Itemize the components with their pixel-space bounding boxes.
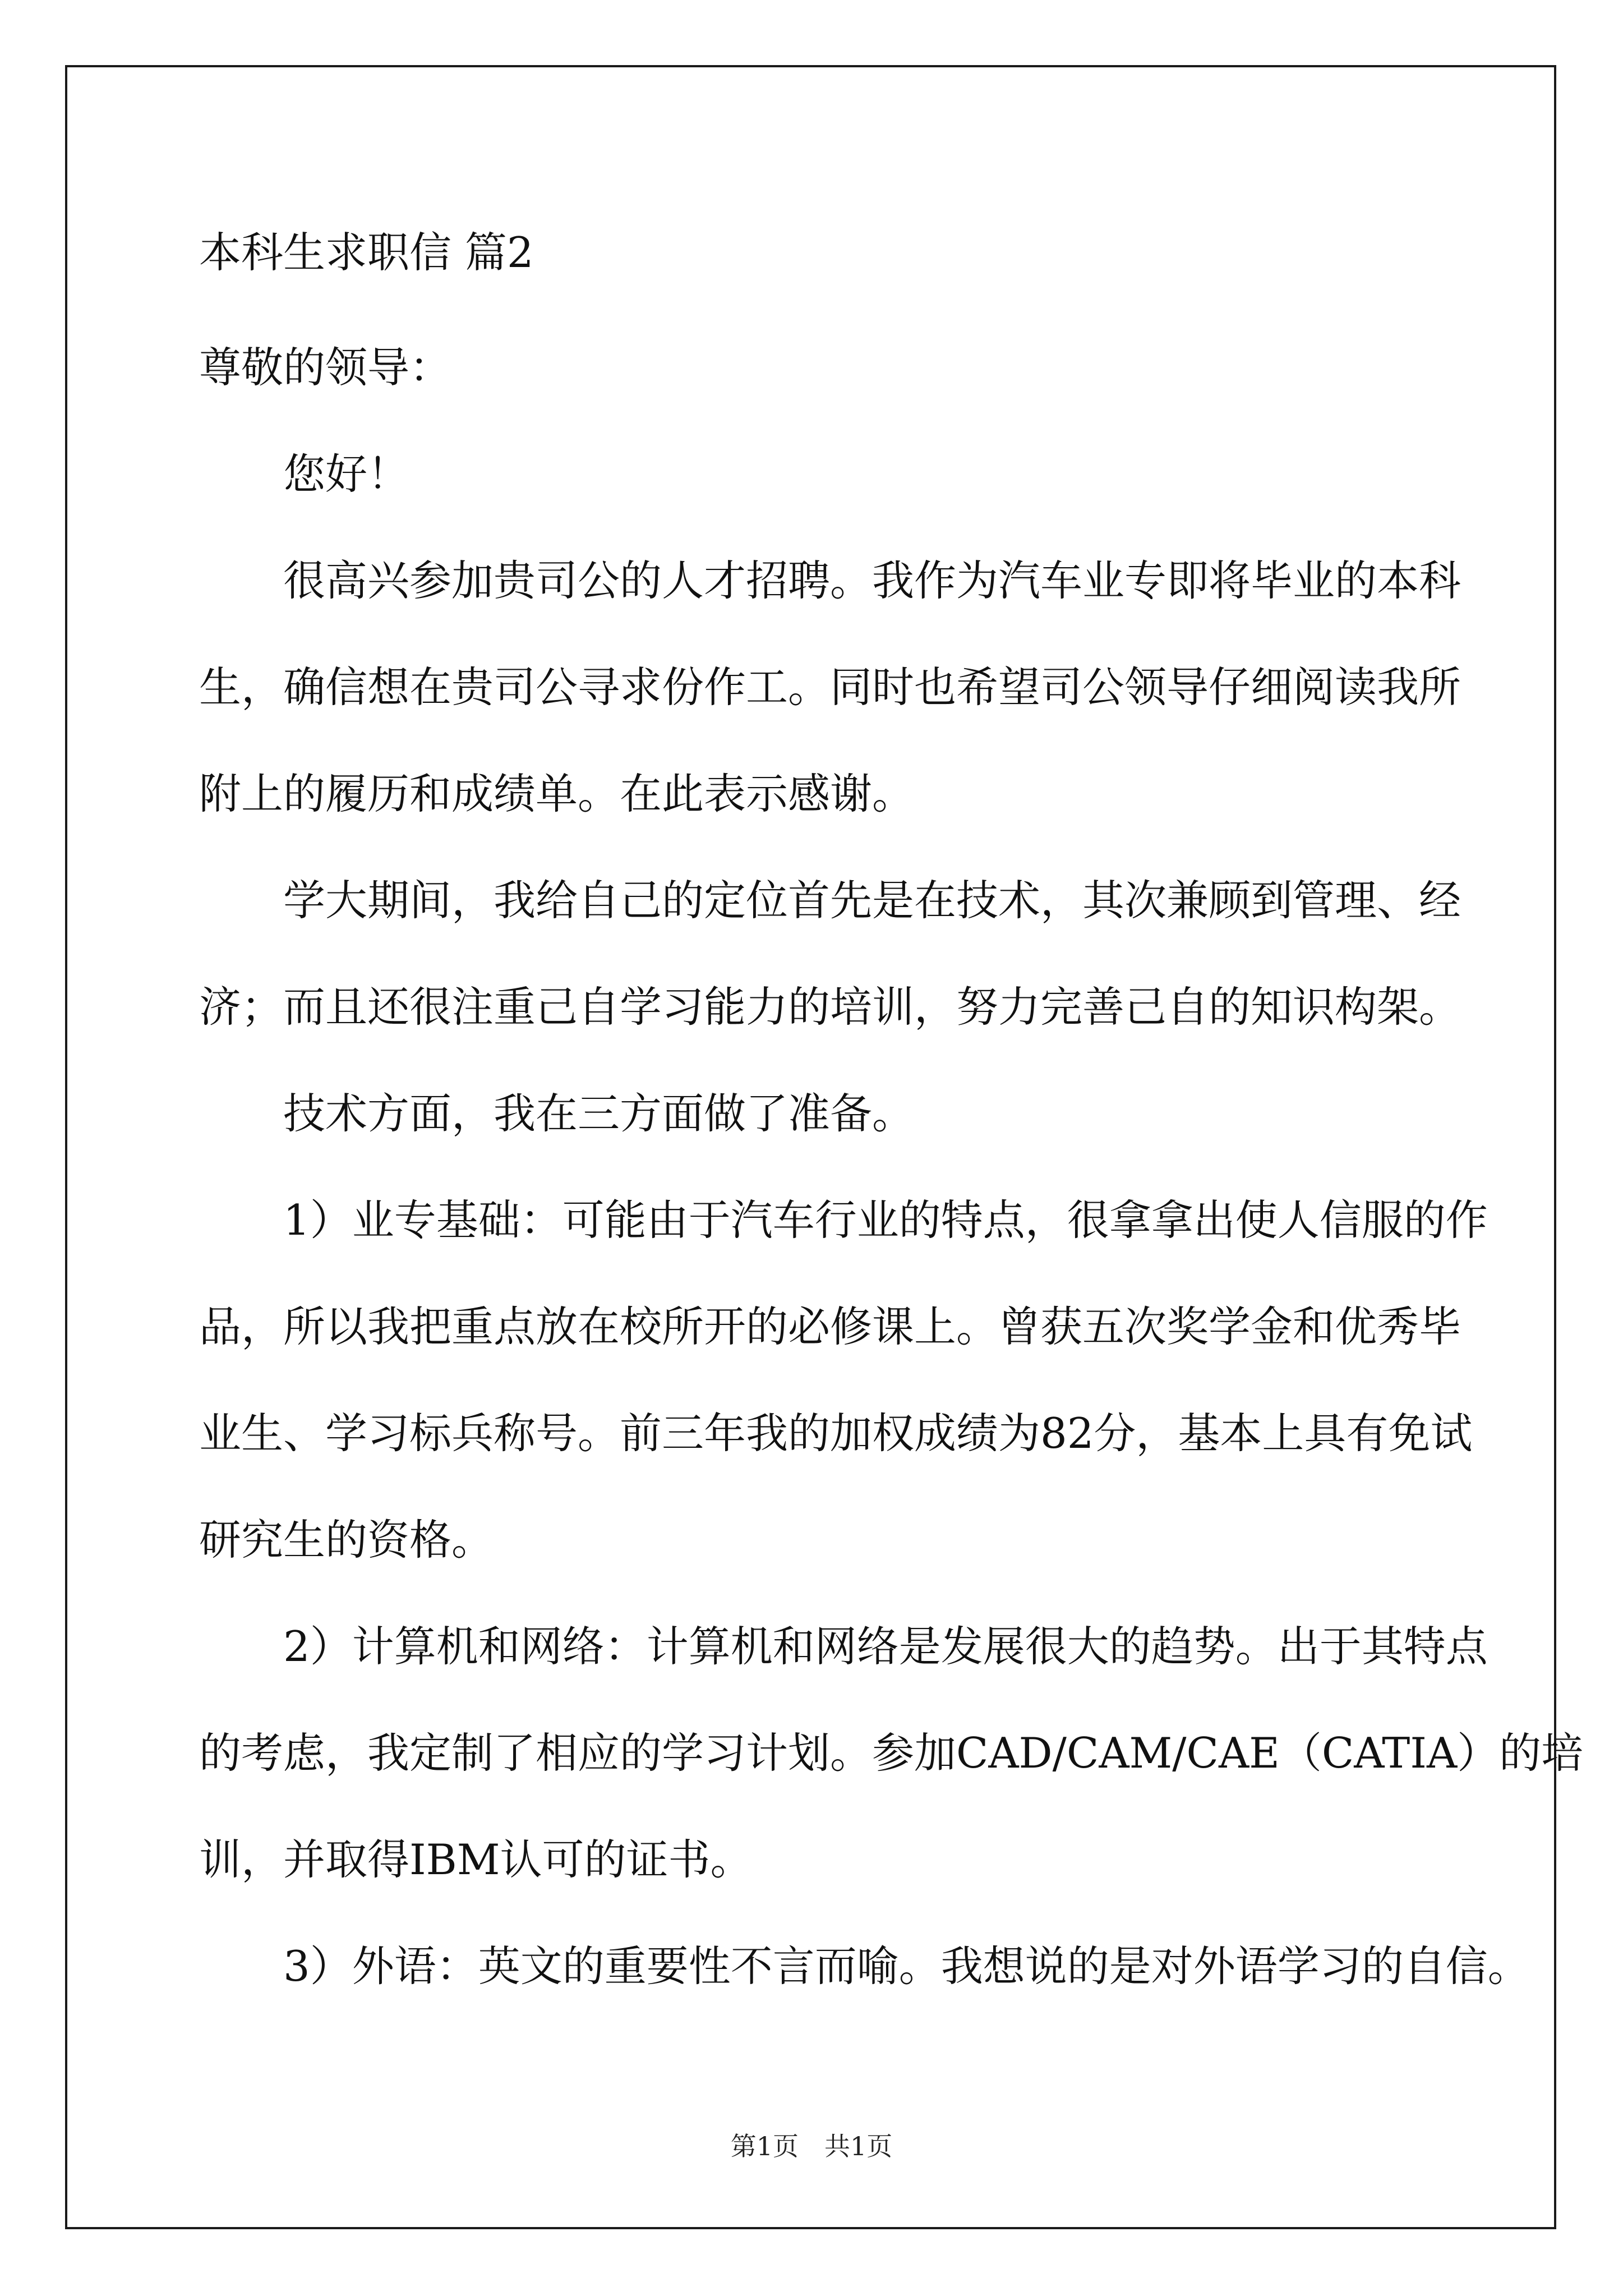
paragraph-line: 学大期间，我给自己的定位首先是在技术，其次兼顾到管理、经 <box>283 876 1461 925</box>
salutation: 尊敬的领导： <box>199 343 452 392</box>
page-footer: 第1页 共1页 <box>730 2131 893 2161</box>
paragraph-line: 研究生的资格。 <box>199 1515 494 1565</box>
paragraph-line: 2）计算机和网络：计算机和网络是发展很大的趋势。出于其特点 <box>283 1622 1488 1671</box>
paragraph-line: 生，确信想在贵司公寻求份作工。同时也希望司公领导仔细阅读我所 <box>199 662 1461 712</box>
paragraph-line: 的考虑，我定制了相应的学习计划。参加CAD/CAM/CAE（CATIA）的培 <box>199 1728 1584 1778</box>
paragraph-line: 1）业专基础：可能由于汽车行业的特点，很拿拿出使人信服的作 <box>283 1195 1488 1245</box>
document-body <box>199 208 1584 2019</box>
paragraph-line: 很高兴参加贵司公的人才招聘。我作为汽车业专即将毕业的本科 <box>283 556 1461 605</box>
paragraph-line: 济；而且还很注重己自学习能力的培训，努力完善己自的知识构架。 <box>199 982 1461 1032</box>
paragraph-line: 附上的履历和成绩单。在此表示感谢。 <box>199 769 915 818</box>
document-title: 本科生求职信 篇2 <box>199 228 534 277</box>
paragraph-line: 品，所以我把重点放在校所开的必修课上。曾获五次奖学金和优秀毕 <box>199 1302 1461 1351</box>
paragraph-line: 训，并取得IBM认可的证书。 <box>199 1835 753 1884</box>
paragraph-line: 技术方面，我在三方面做了准备。 <box>283 1089 915 1138</box>
greeting-line: 您好！ <box>283 449 410 499</box>
paragraph-line: 业生、学习标兵称号。前三年我的加权成绩为82分，基本上具有免试 <box>199 1409 1473 1458</box>
paragraph-line: 3）外语：英文的重要性不言而喻。我想说的是对外语学习的自信。 <box>283 1941 1530 1991</box>
